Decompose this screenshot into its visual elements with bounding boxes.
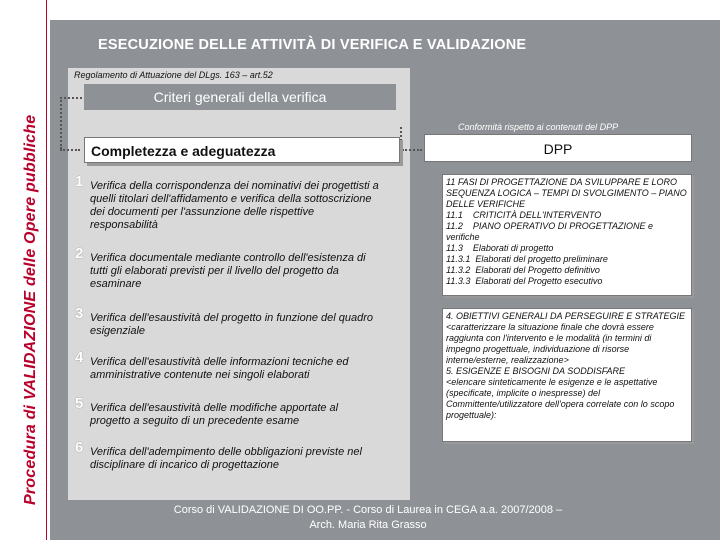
vertical-title: Procedura di VALIDAZIONE delle Opere pubbliche [22, 114, 39, 505]
conformita-label: Conformità rispetto ai contenuti del DPP [458, 122, 619, 132]
item-number: 5 [75, 395, 84, 412]
dpp-box-fasi: 11 FASI DI PROGETTAZIONE DA SVILUPPARE E LORO SEQUENZA LOGICA – TEMPI DI SVOLGIMENTO – PIANO DELLE VERIFICHE 11.1 CRITICITÀ DELL'INTERVENTO 11.2 PIANO OPERATIVO DI PROGETTAZIONE e verifiche 11.3 Elaborati di progetto 11.3.1 Elaborati del progetto preliminare 11.3.2 Elaborati del Progetto definitivo 11.3.3 Elaborati del Progetto esecutivo [442, 174, 692, 296]
item-text: Verifica dell'esaustività delle informazioni tecniche ed amministrative contenute nei singoli elaborati [90, 356, 349, 381]
footer-line: Corso di VALIDAZIONE DI OO.PP. - Corso di Laurea in CEGA a.a. 2007/2008 – [173, 504, 563, 516]
connector-line [400, 127, 402, 149]
item-number: 3 [75, 305, 84, 322]
item-text: Verifica dell'esaustività delle modifiche apportate al progetto a seguito di un precedente esame [90, 402, 339, 427]
connector-line [60, 97, 82, 99]
completezza-heading: Completezza e adeguatezza [84, 137, 400, 163]
dpp-box-obiettivi: 4. OBIETTIVI GENERALI DA PERSEGUIRE E STRATEGIE <caratterizzare la situazione finale che dovrà essere raggiunta con l'intervento e le modalità (in termini di impegno progettuale, individuazione di risorse interne/esterne, realizzazione> 5. ESIGENZE E BISOGNI DA SODDISFARE <elencare sinteticamente le esigenze e le aspettative (specificate, implicite o inespresse) del Committente/utilizzatore dell'opera correlate con lo scopo progettuale): [442, 308, 692, 442]
item-number: 6 [75, 439, 84, 456]
item-text: Verifica dell'adempimento delle obbligazioni previste nel disciplinare di incarico di progettazione [90, 446, 362, 471]
dpp-heading: DPP [424, 134, 692, 162]
item-text: Verifica dell'esaustività del progetto in funzione del quadro esigenziale [90, 312, 373, 337]
item-number: 4 [75, 349, 84, 366]
page-title: ESECUZIONE DELLE ATTIVITÀ DI VERIFICA E VALIDAZIONE [98, 37, 527, 53]
item-number: 2 [75, 245, 84, 262]
item-text: Verifica della corrispondenza dei nominativi dei progettisti a quelli titolari dell'affidamento e verifica della sottoscrizione dei documenti per l'assunzione delle rispettive responsabilità [90, 180, 379, 231]
connector-line [402, 149, 422, 151]
item-number: 1 [75, 173, 84, 190]
connector-line [60, 97, 62, 149]
sidebar [0, 0, 50, 540]
footer [98, 503, 638, 533]
sidebar-divider [46, 0, 47, 540]
regolamento-label: Regolamento di Attuazione del DLgs. 163 – art.52 [74, 70, 273, 80]
footer-author: Arch. Maria Rita Grasso [309, 519, 427, 531]
item-text: Verifica documentale mediante controllo dell'esistenza di tutti gli elaborati previsti per il livello del progetto da esaminare [90, 252, 366, 290]
criteri-heading: Criteri generali della verifica [84, 84, 396, 110]
connector-line [60, 149, 80, 151]
